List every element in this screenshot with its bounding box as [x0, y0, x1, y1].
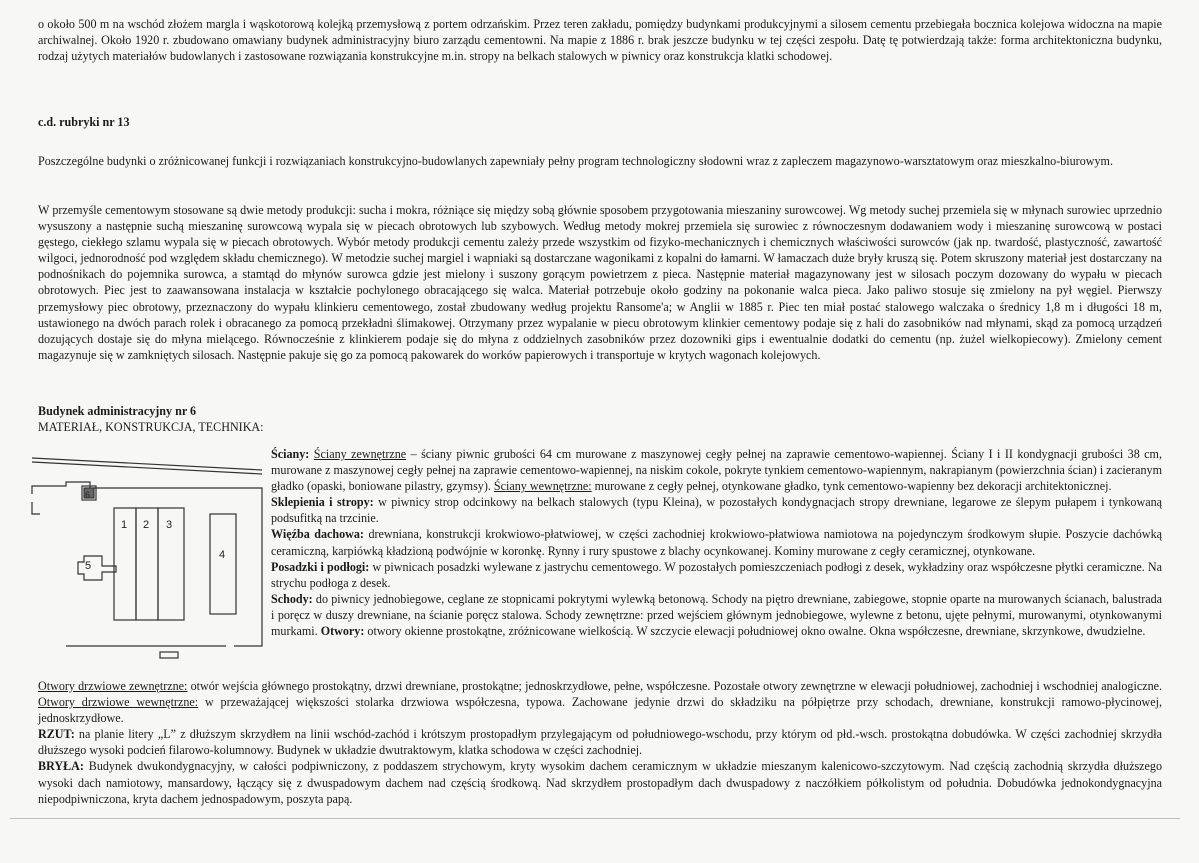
walls-label: Ściany:: [271, 447, 310, 461]
openings-text-start: otwory okienne prostokątne, zróżnicowane wielkością. W szczycie elewacji południowej okno owalne. Okna współczesne, drewniane, skrzynkowe, dwudzielne.: [364, 624, 1146, 639]
section-heading: c.d. rubryki nr 13: [38, 115, 130, 129]
intro-paragraph: o około 500 m na wschód złożem margla i wąskotorową kolejką przemysłową z portem odrzańskim. Przez teren zakładu, pomiędzy budynkami produkcyjnymi a silosem cementu przebiegała bocznica kolejowa widoczna na mapie archiwalnej. Około 1920 r. zbudowano omawiany budynek administracyjny biuro zarządu cementowni. Na mapie z 1886 r. brak jeszcze budynku w tej części zespołu. Datę tę potwierdzają także: forma architektoniczna budynku, rodzaj użytych materiałów budowlanych i zastosowane rozwiązania konstrukcyjne m.in. stropy na belkach stalowych w piwnicy oraz konstrukcja klatki schodowej.: [38, 17, 1162, 64]
plan-label-1: 1: [121, 519, 128, 531]
ceilings-text: w piwnicy strop odcinkowy na belkach stalowych (typu Kleina), w pozostałych kondygnacjach stropy drewniane, legarowe ze ślepym pułapem i tynkowaną podsufitką na trzcinie.: [271, 495, 1162, 526]
building-title: Budynek administracyjny nr 6: [38, 404, 197, 418]
ceilings-paragraph: [271, 494, 1162, 526]
outer-walls-label: Ściany zewnętrzne: [313, 447, 407, 461]
inner-walls-text: murowane z cegły pełnej, otynkowane gładko, tynk cementowo-wapienny bez dekoracji architektonicznej.: [591, 479, 1112, 494]
site-plan-diagram: [26, 442, 266, 672]
overview-paragraph: Poszczególne budynki o zróżnicowanej funkcji i rozwiązaniach konstrukcyjno-budowlanych zapewniały pełny program technologiczny słodowni wraz z zapleczem magazynowo-warsztatowym oraz mieszkalno-biurowym.: [38, 154, 1113, 168]
outer-walls-text: – ściany piwnic grubości 64 cm murowane z maszynowej cegły pełnej na zaprawie cementowo-wapiennej. Ściany I i II kondygnacji grubości 38 cm, murowane z maszynowej cegły pełnej na zaprawie cementowo-wapiennej, na niskim cokole, pokryte tynkiem cementowo-wapiennym, nakrapianym (powierzchnia ścian) i zacieranym gładko (opaski, boniowane pilastry, gzymsy).: [271, 447, 1162, 494]
roof-truss-paragraph: [271, 526, 1162, 558]
floors-label: Posadzki i podłogi:: [271, 559, 370, 574]
continuation-column: [38, 678, 1162, 807]
stairs-label: Schody:: [271, 591, 313, 606]
doors-paragraph: [38, 678, 1162, 726]
plan-label-6: 6: [85, 490, 91, 500]
massing-text: Budynek dwukondygnacyjny, w całości podpiwniczony, z poddaszem strychowym, kryty wysokim dachem ceramicznym w układzie mieszanym kalenicowo-szczytowym. Nad częścią zachodnią skrzydła dłuższego wysoki dach namiotowy, mansardowy, łączący się z dwuspadowym dachem nad częścią środkową. Nad skrzydłem prostopadłym dach dwuspadowy z naczółkiem półkolistym od południa. Dobudówka jednokondygnacyjna niepodpiwniczona, kryta dachem jednospadowym, poszyta papą.: [38, 759, 1162, 806]
stairs-paragraph: [271, 591, 1162, 639]
plan-label-2: 2: [143, 519, 150, 531]
outer-doors-label: Otwory drzwiowe zewnętrzne:: [38, 679, 188, 693]
inner-doors-label: Otwory drzwiowe wewnętrzne:: [38, 695, 199, 710]
plan-small-structure: [160, 652, 178, 658]
plan-site-boundary: [32, 482, 262, 646]
massing-label: BRYŁA:: [38, 759, 84, 774]
floors-text: w piwnicach posadzki wylewane z jastrychu cementowego. W pozostałych pomieszczeniach podłogi z desek, wykładziny oraz współczesne płytki ceramiczne. Na strychu podłoga z desek.: [271, 559, 1162, 590]
ceilings-label: Sklepienia i stropy:: [271, 495, 374, 510]
outer-doors-text: otwór wejścia głównego prostokątny, drzwi drewniane, prostokątne; jednoskrzydłowe, pełne, współczesne. Pozostałe otwory zewnętrzne w elewacji południowej, zachodniej i wschodniej analogiczne.: [187, 679, 1163, 693]
openings-label: Otwory:: [320, 624, 365, 639]
plan-description-text: na planie litery „L” z dłuższym skrzydłem na linii wschód-zachód i krótszym prostopadłym przylegającym od południowego-wschodu, przy którym od płd.-wsch. prostokątna dobudówka. W części zachodniej skrzydła dłuższego wysoki podcień filarowo-kolumnowy. Budynek w układzie dwutraktowym, klatka schodowa w części zachodniej.: [38, 727, 1162, 758]
massing-paragraph: [38, 758, 1162, 806]
plan-description-label: RZUT:: [38, 727, 75, 742]
construction-details-column: [271, 446, 1162, 639]
roof-truss-label: Więźba dachowa:: [271, 527, 364, 542]
plan-building-4: [210, 514, 236, 614]
production-paragraph: W przemyśle cementowym stosowane są dwie metody produkcji: sucha i mokra, różniące się między sobą głównie sposobem przygotowania mieszaniny surowcowej. Wg metody suchej przemiela się w młynach surowiec uprzednio wysuszony a następnie suchą mieszaninę surowcową wypala się w piecach obrotowych lub szybowych. Według metody mokrej przemiela się surowiec z równoczesnym dodawaniem wody i mieszaninę surowcową w postaci gęstego, ciekłego szlamu wypala się w piecach obrotowych. Wybór metody produkcji cementu zależy przede wszystkim od fizyko-mechanicznych i chemicznych właściwości surowców (jak np. twardość, plastyczność, zawartość wilgoci, jednorodność pod względem składu chemicznego). W metodzie suchej margiel i wapniaki są dostarczane wagonikami z kopalni do łamarni. W łamaczach duże bryły kruszą się. Potem skruszony materiał jest dostarczany na podnośnikach do pojemnika surowca, a stamtąd do młynów surowca gdzie jest mielony i suszony gorącym powietrzem z pieca. Następnie materiał magazynowany jest w silosach poczym dozowany do wypału w piecach obrotowych. Piec jest to zaawansowana instalacja w kształcie pochylonego obracającego się walca. Materiał potrzebuje około godziny na pokonanie walca pieca. Jako paliwo stosuje się zmielony na pył węgiel. Pierwszy przemysłowy piec obrotowy, przeznaczony do wypału klinkieru cementowego, został zbudowany według projektu Ransome'a; w Anglii w 1885 r. Piec ten miał postać stalowego walczaka o średnicy 1,8 m i długości 18 m, ustawionego na dwóch parach rolek i obracanego za pomocą przekładni ślimakowej. Otrzymany przez wypalanie w piecu obrotowym klinkier cementowy podaje się z hali do zasobników nad młynami, skąd za pomocą urządzeń dozujących dostaje się do młyna mielącego. Równocześnie z klinkierem podaje się do młyna z oddzielnych zasobników przez dozowniki gips i ewentualnie dodatki do cementu (np. żużel wielkopiecowy). Zmielony cement magazynuje się w zamkniętych silosach. Następnie pakuje się go za pomocą pakowarek do worków papierowych i transportuje w krytych wagonach kolejowych.: [38, 203, 1162, 362]
stairs-text: do piwnicy jednobiegowe, ceglane ze stopnicami pokrytymi wylewką betonową. Schody na piętro drewniane, zabiegowe, stopnie oparte na murowanych ścianach, balustrada i poręcz w duszy drewniane, na ścianie poręcz stalowa. Schody zewnętrzne: przed wejściem głównym jednobiegowe, wylewne z betonu, ujęte pełnymi, murowanymi, otynkowanymi murkami.: [271, 591, 1162, 639]
plan-building-5: [78, 556, 116, 580]
walls-paragraph: [271, 446, 1162, 494]
plan-description-paragraph: [38, 726, 1162, 758]
roof-truss-text: drewniana, konstrukcji krokwiowo-płatwiowej, w części zachodniej krokwiowo-płatwiowa namiotowa na pojedynczym środkowym słupie. Poszycie dachówką ceramiczną, karpiówką kładzioną podwójnie w koronkę. Rynny i rury spustowe z blachy ocynkowanej. Kominy murowane z cegły ceramicznej, otynkowane.: [271, 527, 1162, 558]
plan-site-boundary: [32, 502, 40, 514]
floors-paragraph: [271, 559, 1162, 591]
building-subtitle: MATERIAŁ, KONSTRUKCJA, TECHNIKA:: [38, 420, 264, 434]
plan-label-5: 5: [85, 560, 92, 572]
inner-doors-text: w przeważającej większości stolarka drzwiowa współczesna, typowa. Zachowane jedynie drzwi do składziku na półpiętrze przy schodach, drewniane, konstrukcji ramowo-płycinowej, jednoskrzydłowe.: [38, 695, 1162, 726]
page-bottom-rule: [10, 818, 1180, 819]
plan-label-4: 4: [219, 549, 226, 561]
inner-walls-label: Ściany wewnętrzne:: [493, 479, 592, 494]
plan-label-3: 3: [166, 519, 173, 531]
